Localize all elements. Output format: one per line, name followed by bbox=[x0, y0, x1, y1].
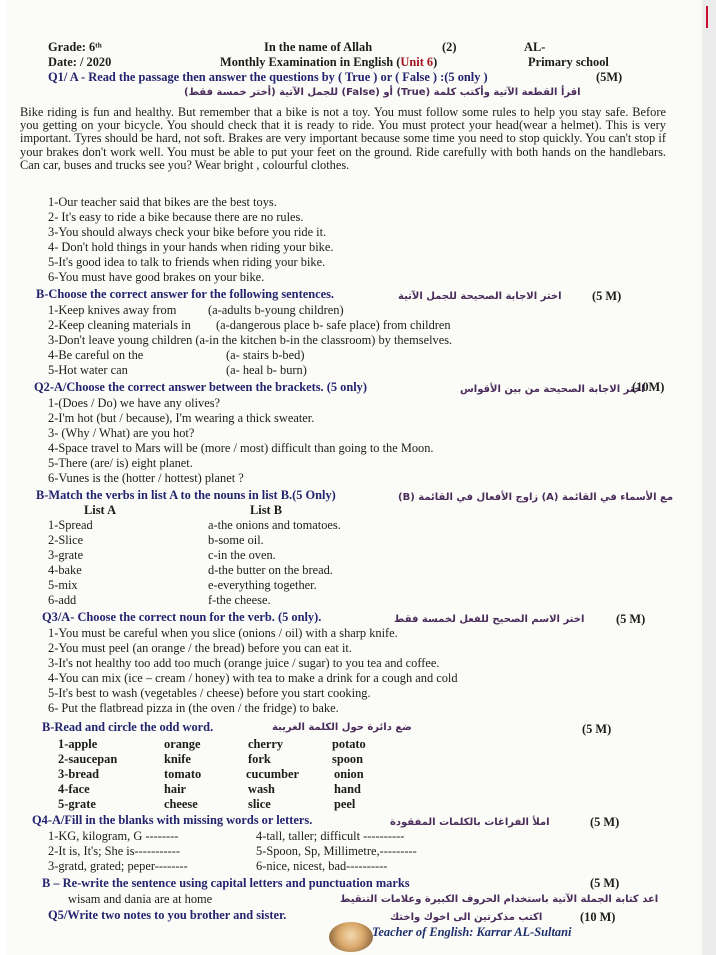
list-b-item: b-some oil. bbox=[208, 533, 264, 547]
odd-word-cell: 5-grate bbox=[58, 797, 96, 811]
q4b-sentence: wisam and dania are at home bbox=[68, 892, 213, 906]
q2a-item: 5-There (are/ is) eight planet. bbox=[48, 456, 193, 470]
exam-title: Monthly Examination in English (Unit 6) bbox=[220, 55, 438, 69]
q1a-item: 6-You must have good brakes on your bike. bbox=[48, 270, 265, 284]
q1b-question: 2-Keep cleaning materials in bbox=[48, 318, 191, 332]
odd-word-cell: 1-apple bbox=[58, 737, 98, 751]
list-a-title: List A bbox=[84, 503, 117, 517]
q1a-item: 4- Don't hold things in your hands when riding your bike. bbox=[48, 240, 334, 254]
list-b-item: d-the butter on the bread. bbox=[208, 563, 333, 577]
odd-word-cell: tomato bbox=[164, 767, 202, 781]
page-number: (2) bbox=[442, 40, 457, 54]
list-b-item: a-the onions and tomatoes. bbox=[208, 518, 341, 532]
list-a-item: 1-Spread bbox=[48, 518, 93, 532]
basmala-line: In the name of Allah bbox=[264, 40, 373, 54]
odd-word-cell: hair bbox=[164, 782, 187, 796]
q3a-arabic-instruction: اختر الاسم الصحيح للفعل لخمسة فقط bbox=[394, 614, 585, 625]
q2b-heading: B-Match the verbs in list A to the nouns in list B.(5 Only) bbox=[36, 488, 336, 502]
exam-paper bbox=[6, 0, 708, 955]
q1b-question: 4-Be careful on the bbox=[48, 348, 144, 362]
odd-word-cell: spoon bbox=[332, 752, 363, 766]
q1a-heading: Q1/ A - Read the passage then answer the questions by ( True ) or ( False ) :(5 only ) bbox=[48, 70, 488, 84]
q2a-item: 3- (Why / What) are you hot? bbox=[48, 426, 195, 440]
q1b-heading: B-Choose the correct answer for the following sentences. bbox=[36, 287, 335, 301]
grade-label: Grade: 6ᵗʰ bbox=[48, 40, 102, 54]
odd-word-cell: peel bbox=[334, 797, 356, 811]
q1b-question: 5-Hot water can bbox=[48, 363, 128, 377]
fill-blank-item: 6-nice, nicest, bad---------- bbox=[256, 859, 388, 873]
odd-word-cell: hand bbox=[334, 782, 361, 796]
q5-heading: Q5/Write two notes to you brother and sister. bbox=[48, 908, 287, 922]
teacher-signature: Teacher of English: Karrar AL-Sultani bbox=[372, 925, 572, 939]
list-b-item: f-the cheese. bbox=[208, 593, 271, 607]
fill-blank-item: 5-Spoon, Sp, Millimetre,--------- bbox=[256, 844, 417, 858]
q2a-marks: (10M) bbox=[632, 380, 665, 394]
odd-word-cell: onion bbox=[334, 767, 364, 781]
fill-blank-item: 1-KG, kilogram, G -------- bbox=[48, 829, 179, 843]
odd-word-cell: knife bbox=[164, 752, 191, 766]
fill-blank-item: 2-It is, It's; She is----------- bbox=[48, 844, 180, 858]
list-b-item: e-everything together. bbox=[208, 578, 317, 592]
odd-word-cell: cherry bbox=[248, 737, 284, 751]
odd-word-cell: slice bbox=[248, 797, 271, 811]
odd-word-cell: fork bbox=[248, 752, 271, 766]
odd-word-cell: 2-saucepan bbox=[58, 752, 118, 766]
q3a-item: 1-You must be careful when you slice (onions / oil) with a sharp knife. bbox=[48, 626, 398, 640]
list-a-item: 2-Slice bbox=[48, 533, 84, 547]
list-b-item: c-in the oven. bbox=[208, 548, 276, 562]
q3a-item: 2-You must peel (an orange / the bread) before you can eat it. bbox=[48, 641, 352, 655]
q1a-item: 5-It's good idea to talk to friends when riding your bike. bbox=[48, 255, 326, 269]
q4a-arabic-instruction: املأ الفراغات بالكلمات المفقودة bbox=[390, 817, 550, 828]
q3a-item: 3-It's not healthy too add too much (orange juice / sugar) to you tea and coffee. bbox=[48, 656, 440, 670]
list-a-item: 4-bake bbox=[48, 563, 82, 577]
q2a-item: 6-Vunes is the (hotter / hottest) planet ? bbox=[48, 471, 244, 485]
page-edge bbox=[702, 0, 716, 955]
list-b-title: List B bbox=[250, 503, 283, 517]
q4b-heading: B – Re-write the sentence using capital letters and punctuation marks bbox=[42, 876, 410, 890]
list-a-item: 3-grate bbox=[48, 548, 84, 562]
q3a-item: 5-It's best to wash (vegetables / cheese) before you start cooking. bbox=[48, 686, 371, 700]
q1a-item: 2- It's easy to ride a bike because there are no rules. bbox=[48, 210, 304, 224]
odd-word-cell: 3-bread bbox=[58, 767, 100, 781]
odd-word-cell: potato bbox=[332, 737, 366, 751]
q2a-arabic-instruction: اختر الاجابة الصحيحة من بين الأقواس bbox=[460, 384, 645, 395]
odd-word-cell: cucumber bbox=[246, 767, 299, 781]
q1b-options: (a- heal b- burn) bbox=[226, 363, 307, 377]
list-a-item: 5-mix bbox=[48, 578, 78, 592]
school-name: Primary school bbox=[528, 55, 609, 69]
q4b-arabic-instruction: اعد كتابة الجملة الآتية باستخدام الحروف الكبيرة وعلامات التنقيط bbox=[340, 894, 659, 905]
q1b-options: (a-adults b-young children) bbox=[208, 303, 344, 317]
odd-word-cell: cheese bbox=[164, 797, 198, 811]
edge-marker bbox=[706, 6, 708, 28]
reading-passage: Bike riding is fun and healthy. But remember that a bike is not a toy. You must follow some rules to help you stay safe. Before you getting on your bicycle. You should check that it is ready to ride. You must protect your head(wear a helmet). This is very important. Tyres should be hard, not soft. Brakes are very important because some time you need to stop quickly. You can't stop if your brakes don't work well. You must be able to put your feet on the ground. Ride carefully with both hands on the handlebars. Can car, buses and trucks see you? Wear bright , colourful clothes. bbox=[20, 105, 666, 172]
school-emblem bbox=[329, 922, 373, 952]
odd-word-cell: orange bbox=[164, 737, 201, 751]
q3b-heading: B-Read and circle the odd word. bbox=[42, 720, 214, 734]
q3a-marks: (5 M) bbox=[616, 612, 646, 626]
q3b-arabic-instruction: ضع دائرة حول الكلمة الغريبة bbox=[272, 722, 412, 733]
q1b-options: (a-dangerous place b- safe place) from children bbox=[216, 318, 451, 332]
q1a-arabic-instruction: اقرأ القطعة الآتية وأكتب كلمة (True) أو (False) للجمل الآتية (أختر خمسة فقط) bbox=[184, 87, 581, 98]
fill-blank-item: 4-tall, taller; difficult ---------- bbox=[256, 829, 405, 843]
q2b-arabic-instruction: (B) زاوج الأفعال في القائمة (A) مع الأسماء في القائمة bbox=[398, 492, 674, 503]
q1b-question: 3-Don't leave young children (a-in the kitchen b-in the classroom) by themselves. bbox=[48, 333, 453, 347]
q4a-marks: (5 M) bbox=[590, 815, 620, 829]
school-name-top: AL- bbox=[524, 40, 546, 54]
q2a-item: 4-Space travel to Mars will be (more / most) difficult than going to the Moon. bbox=[48, 441, 434, 455]
q1a-marks: (5M) bbox=[596, 70, 623, 84]
q1b-options: (a- stairs b-bed) bbox=[226, 348, 305, 362]
odd-word-cell: 4-face bbox=[58, 782, 90, 796]
q1b-question: 1-Keep knives away from bbox=[48, 303, 177, 317]
q2a-item: 2-I'm hot (but / because), I'm wearing a thick sweater. bbox=[48, 411, 315, 425]
q3a-item: 6- Put the flatbread pizza in (the oven / the fridge) to bake. bbox=[48, 701, 339, 715]
q1b-marks: (5 M) bbox=[592, 289, 622, 303]
q1b-arabic-instruction: اختر الاجابة الصحيحة للجمل الآتية bbox=[398, 291, 562, 302]
q4b-marks: (5 M) bbox=[590, 876, 620, 890]
odd-word-cell: wash bbox=[248, 782, 275, 796]
q4a-heading: Q4-A/Fill in the blanks with missing words or letters. bbox=[32, 813, 313, 827]
q5-marks: (10 M) bbox=[580, 910, 616, 924]
q2a-item: 1-(Does / Do) we have any olives? bbox=[48, 396, 221, 410]
q3a-heading: Q3/A- Choose the correct noun for the verb. (5 only). bbox=[42, 610, 322, 624]
q1a-item: 3-You should always check your bike before you ride it. bbox=[48, 225, 327, 239]
q2a-heading: Q2-A/Choose the correct answer between the brackets. (5 only) bbox=[34, 380, 368, 394]
list-a-item: 6-add bbox=[48, 593, 77, 607]
q3b-marks: (5 M) bbox=[582, 722, 612, 736]
date-label: Date: / 2020 bbox=[48, 55, 112, 69]
q5-arabic-instruction: اكتب مذكرتين الى اخوك واختك bbox=[390, 912, 543, 923]
fill-blank-item: 3-gratd, grated; peper-------- bbox=[48, 859, 188, 873]
q3a-item: 4-You can mix (ice – cream / honey) with tea to make a drink for a cough and cold bbox=[48, 671, 458, 685]
q1a-item: 1-Our teacher said that bikes are the best toys. bbox=[48, 195, 277, 209]
